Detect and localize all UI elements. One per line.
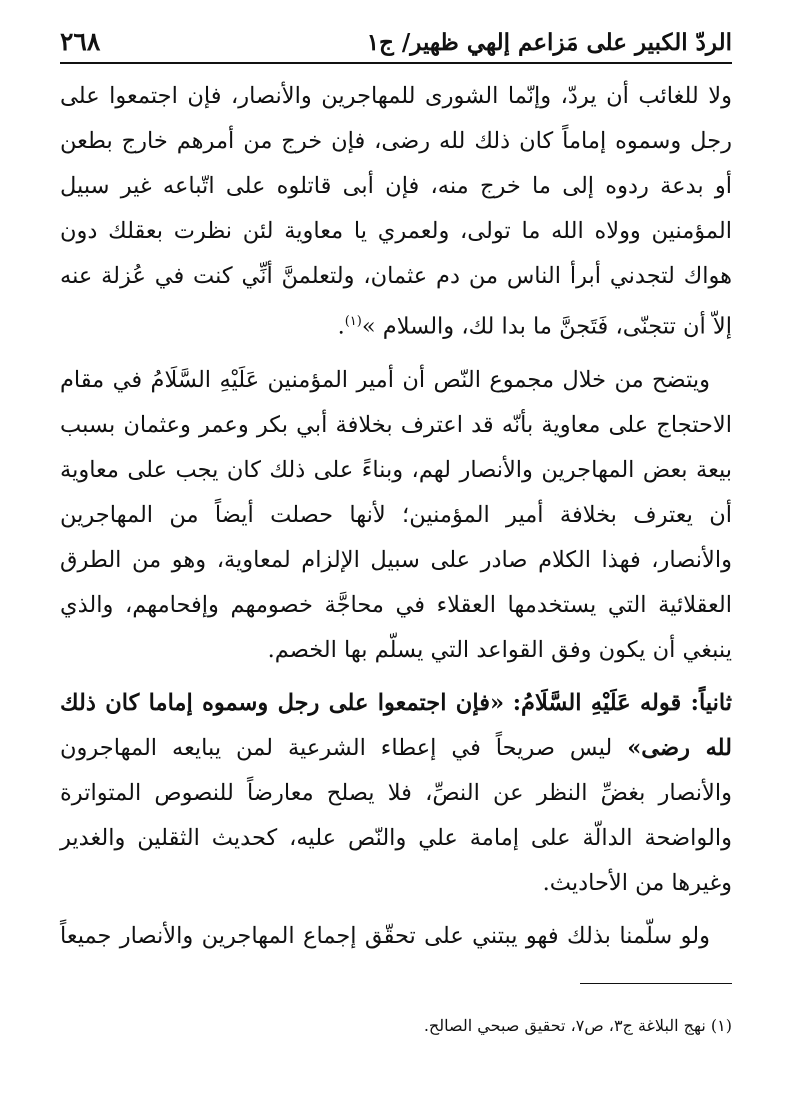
quote-paragraph: [60, 74, 732, 350]
quoted-phrase: «فإن اجتمعوا على رجل وسموه إماما كان ذلك لله رضى»: [60, 689, 732, 761]
footnote-marker: (١): [344, 314, 362, 329]
paragraph-text: ويتضح من خلال مجموع النّص أن أمير المؤمنين عَلَيْهِ السَّلَامُ في مقام الاحتجاج على معاوية بأنّه قد اعترف بخلافة أبي بكر وعمر وعثمان بسبب بيعة بعض المهاجرين والأنصار لهم، وبناءً على ذلك كان يجب على معاوية أن يعترف بخلافة أمير المؤمنين؛ لأنها حصلت أيضاً من المهاجرين والأنصار، فهذا الكلام صادر على سبيل الإلزام لمعاوية، وهو من الطرق العقلائية التي يستخدمها العقلاء في محاجَّة خصومهم وإفحامهم، والذي ينبغي أن يكون وفق القواعد التي يسلّم بها الخصم.: [60, 366, 732, 663]
paragraph: [60, 681, 732, 906]
paragraph-text: ولا للغائب أن يردّ، وإنّما الشورى للمهاجرين والأنصار، فإن اجتمعوا على رجل وسموه إماماً كان ذلك لله رضى، فإن خرج من أمرهم خارج بطعن أو بدعة ردوه إلى ما خرج منه، فإن أبى قاتلوه على اتّباعه غير سبيل المؤمنين وولاه الله ما تولى، ولعمري يا معاوية لئن نظرت بعقلك دون هواك لتجدني أبرأ الناس من دم عثمان، ولتعلمنَّ أنِّي كنت في عُزلة عنه إلاّ أن تتجنّى، فَتَجنَّ ما بدا لك، والسلام »: [60, 83, 732, 340]
page-number: ٢٦٨: [60, 27, 101, 56]
paragraph-end: .: [337, 313, 345, 340]
paragraph-lead: ثانياً: قوله عَلَيْهِ السَّلَامُ:: [512, 689, 732, 716]
paragraph-text: ليس صريحاً في إعطاء الشرعية لمن يبايعه المهاجرون والأنصار بغضِّ النظر عن النصِّ، فلا يصلح معارضاً للنصوص المتواترة والواضحة الدالّة على إمامة علي والنّص عليه، كحديث الثقلين والغدير وغيرها من الأحاديث.: [60, 734, 732, 896]
running-title: الردّ الكبير على مَزاعم إلهي ظهير/ ج١: [366, 29, 732, 56]
page-body: [60, 74, 732, 959]
paragraph: [60, 914, 732, 959]
footnote: (١) نهج البلاغة ج٣، ص٧، تحقيق صبحي الصالح.: [423, 1016, 732, 1035]
paragraph: [60, 358, 732, 673]
page-header: [60, 18, 732, 64]
book-page: [60, 18, 732, 1088]
paragraph-text: ولو سلّمنا بذلك فهو يبتني على تحقّق إجماع المهاجرين والأنصار جميعاً: [60, 922, 710, 949]
footnote-separator: [580, 983, 732, 984]
